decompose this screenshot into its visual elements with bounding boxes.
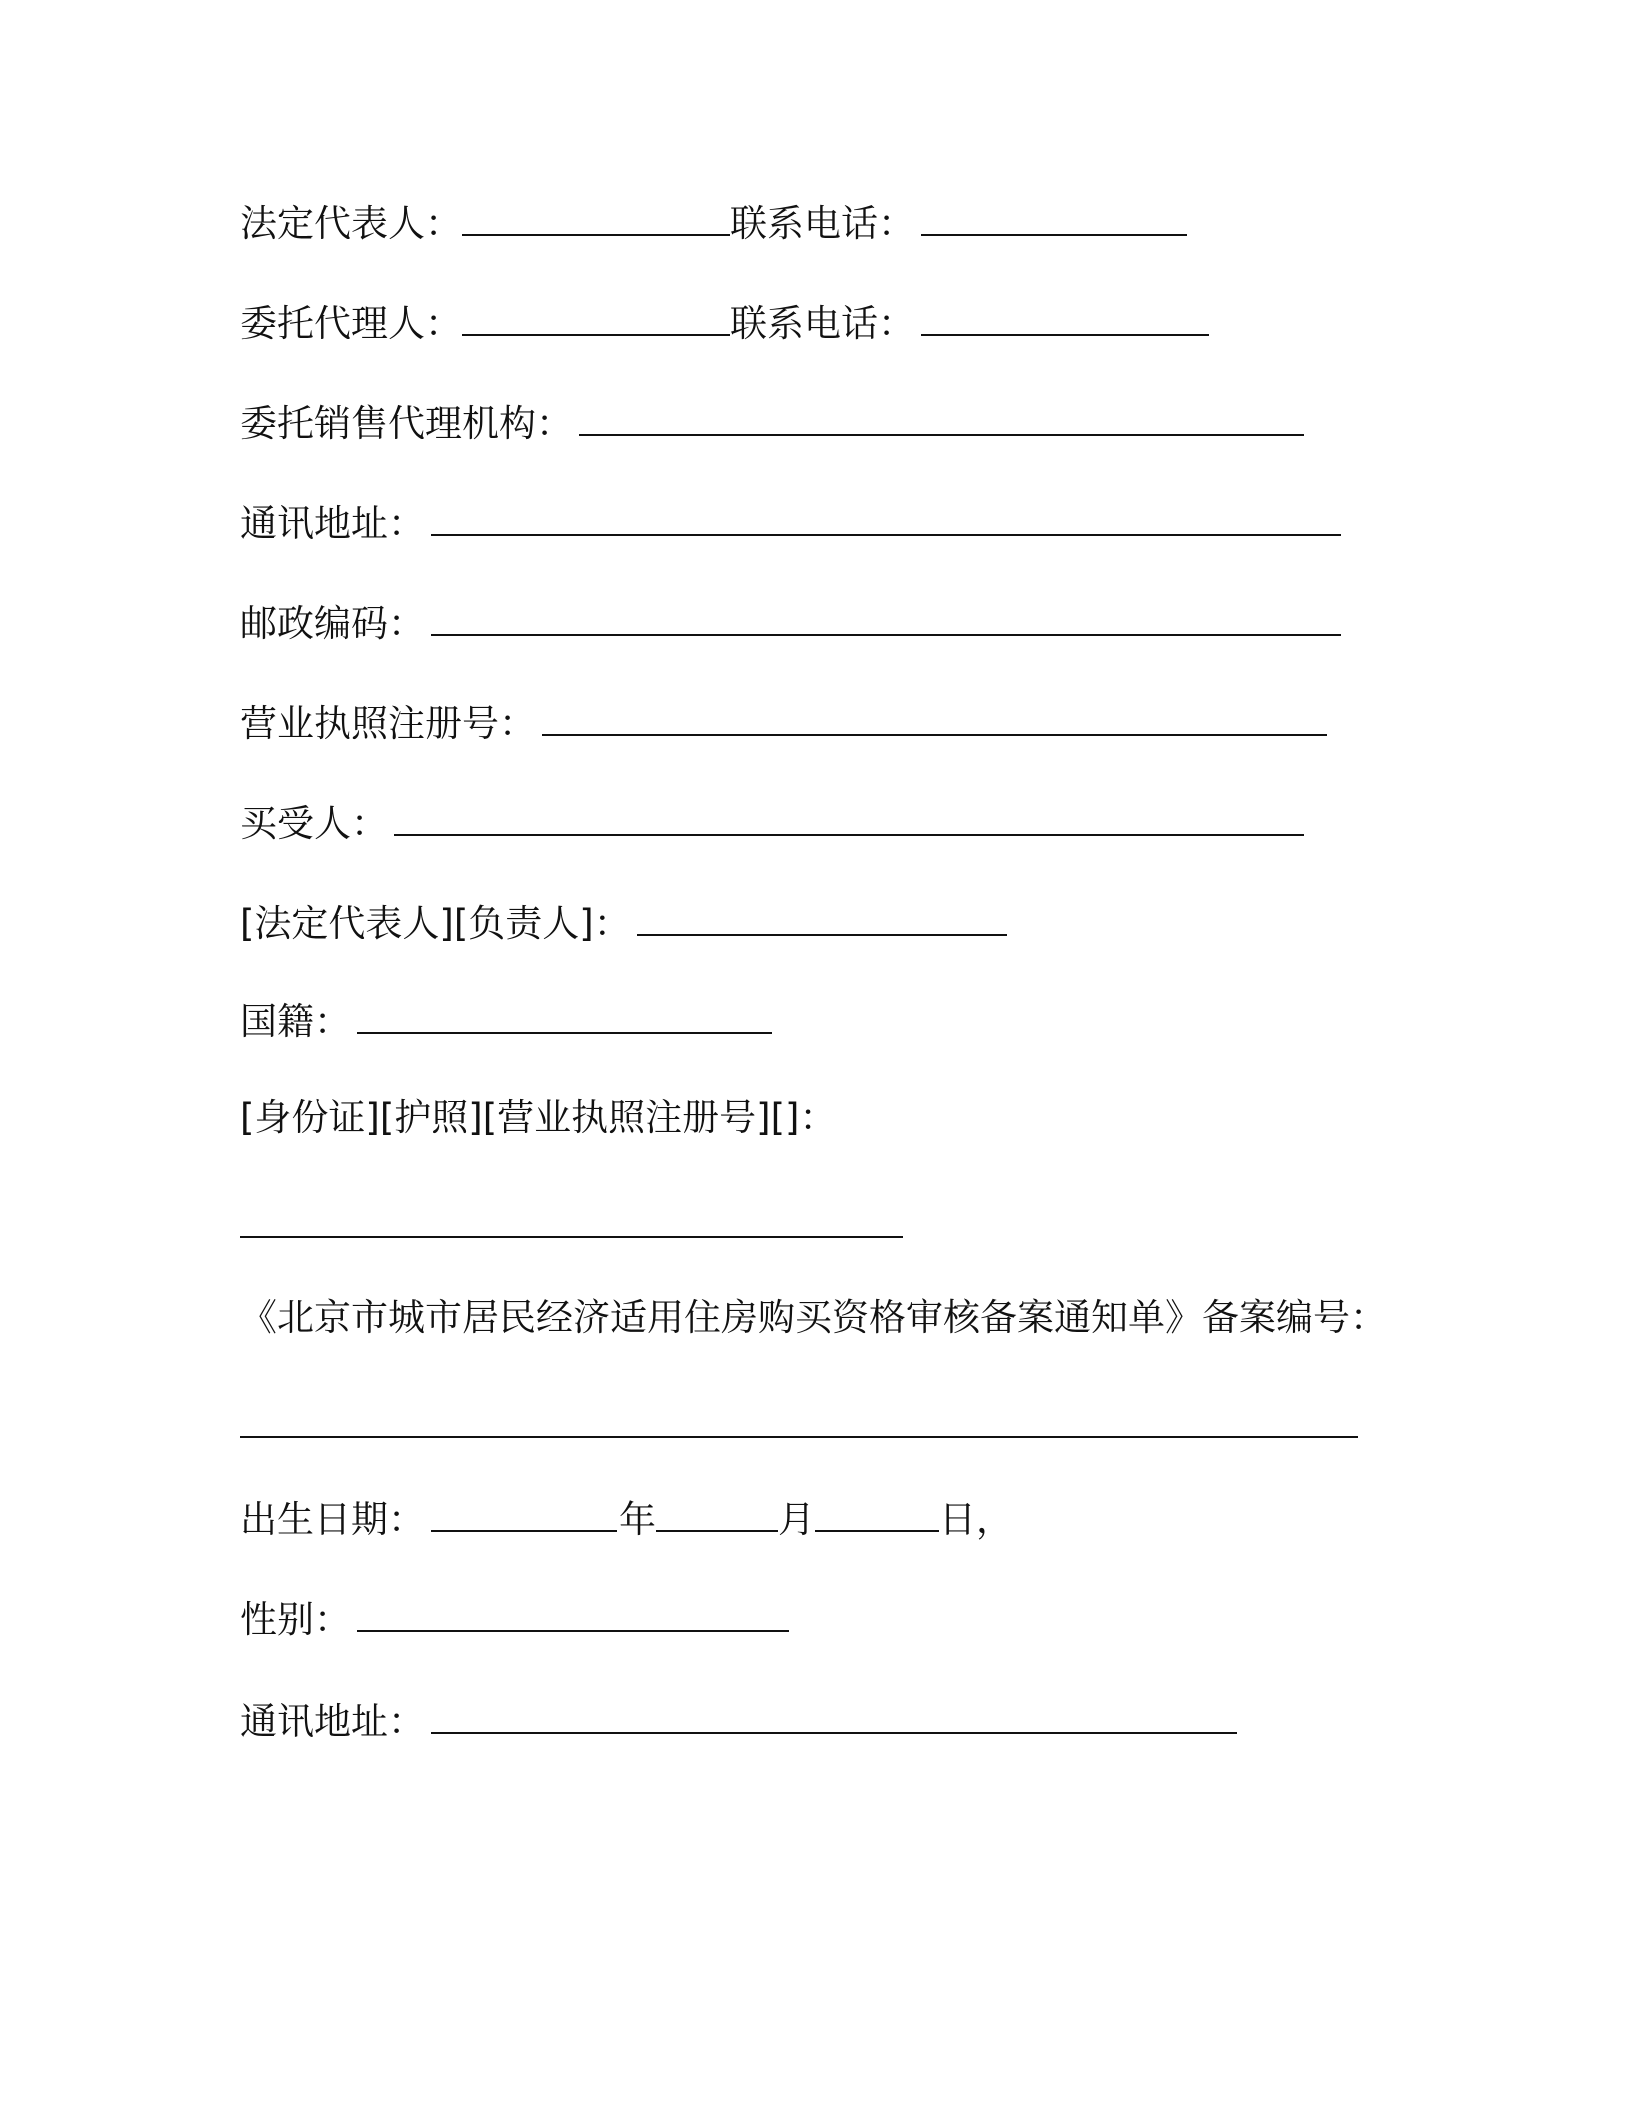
nationality-field[interactable]	[357, 996, 772, 1034]
legal-rep-phone-field[interactable]	[921, 198, 1187, 236]
sales-agency-field[interactable]	[579, 398, 1304, 436]
buyer-row	[240, 798, 1306, 846]
id-doc-field[interactable]	[240, 1236, 903, 1238]
license-label: 营业执照注册号：	[240, 702, 536, 745]
legal-rep-phone-label: 联系电话：	[730, 202, 915, 245]
birth-month-label: 月	[778, 1498, 815, 1541]
gender-label: 性别：	[240, 1598, 351, 1641]
buyer-rep-label: [法定代表人][负责人]：	[240, 902, 631, 945]
nationality-label: 国籍：	[240, 1000, 351, 1043]
buyer-rep-row	[240, 898, 1009, 946]
sales-agency-row	[240, 398, 1306, 446]
address-label-2: 通讯地址：	[240, 1700, 425, 1743]
postal-code-label: 邮政编码：	[240, 602, 425, 645]
id-doc-label: [身份证][护照][营业执照注册号][]：	[240, 1096, 837, 1139]
postal-code-field[interactable]	[431, 598, 1341, 636]
agent-phone-field[interactable]	[921, 298, 1209, 336]
notice-field[interactable]	[240, 1436, 1358, 1438]
address-field-2[interactable]	[431, 1696, 1237, 1734]
buyer-field[interactable]	[394, 798, 1304, 836]
postal-code-row	[240, 598, 1343, 646]
birth-month-field[interactable]	[656, 1494, 778, 1532]
sales-agency-label: 委托销售代理机构：	[240, 402, 573, 445]
birth-label: 出生日期：	[240, 1498, 425, 1541]
birth-year-label: 年	[619, 1498, 656, 1541]
id-doc-row	[240, 1094, 836, 1142]
agent-label: 委托代理人：	[240, 302, 462, 345]
birth-year-field[interactable]	[431, 1494, 617, 1532]
birth-day-label: 日，	[939, 1498, 1013, 1541]
gender-row	[240, 1594, 791, 1642]
address-row-2	[240, 1696, 1239, 1744]
legal-rep-field[interactable]	[462, 198, 730, 236]
legal-rep-row	[240, 198, 1189, 246]
legal-rep-label: 法定代表人：	[240, 202, 462, 245]
agent-phone-label: 联系电话：	[730, 302, 915, 345]
notice-row	[240, 1294, 1387, 1342]
address-field-1[interactable]	[431, 498, 1341, 536]
gender-field[interactable]	[357, 1594, 789, 1632]
address-row-1	[240, 498, 1343, 546]
nationality-row	[240, 996, 774, 1044]
agent-row	[240, 298, 1211, 346]
notice-label: 《北京市城市居民经济适用住房购买资格审核备案通知单》备案编号：	[240, 1296, 1387, 1339]
birth-day-field[interactable]	[815, 1494, 939, 1532]
license-row	[240, 698, 1329, 746]
buyer-label: 买受人：	[240, 802, 388, 845]
address-label-1: 通讯地址：	[240, 502, 425, 545]
agent-field[interactable]	[462, 298, 730, 336]
birth-row	[240, 1494, 1013, 1542]
buyer-rep-field[interactable]	[637, 898, 1007, 936]
license-field[interactable]	[542, 698, 1327, 736]
